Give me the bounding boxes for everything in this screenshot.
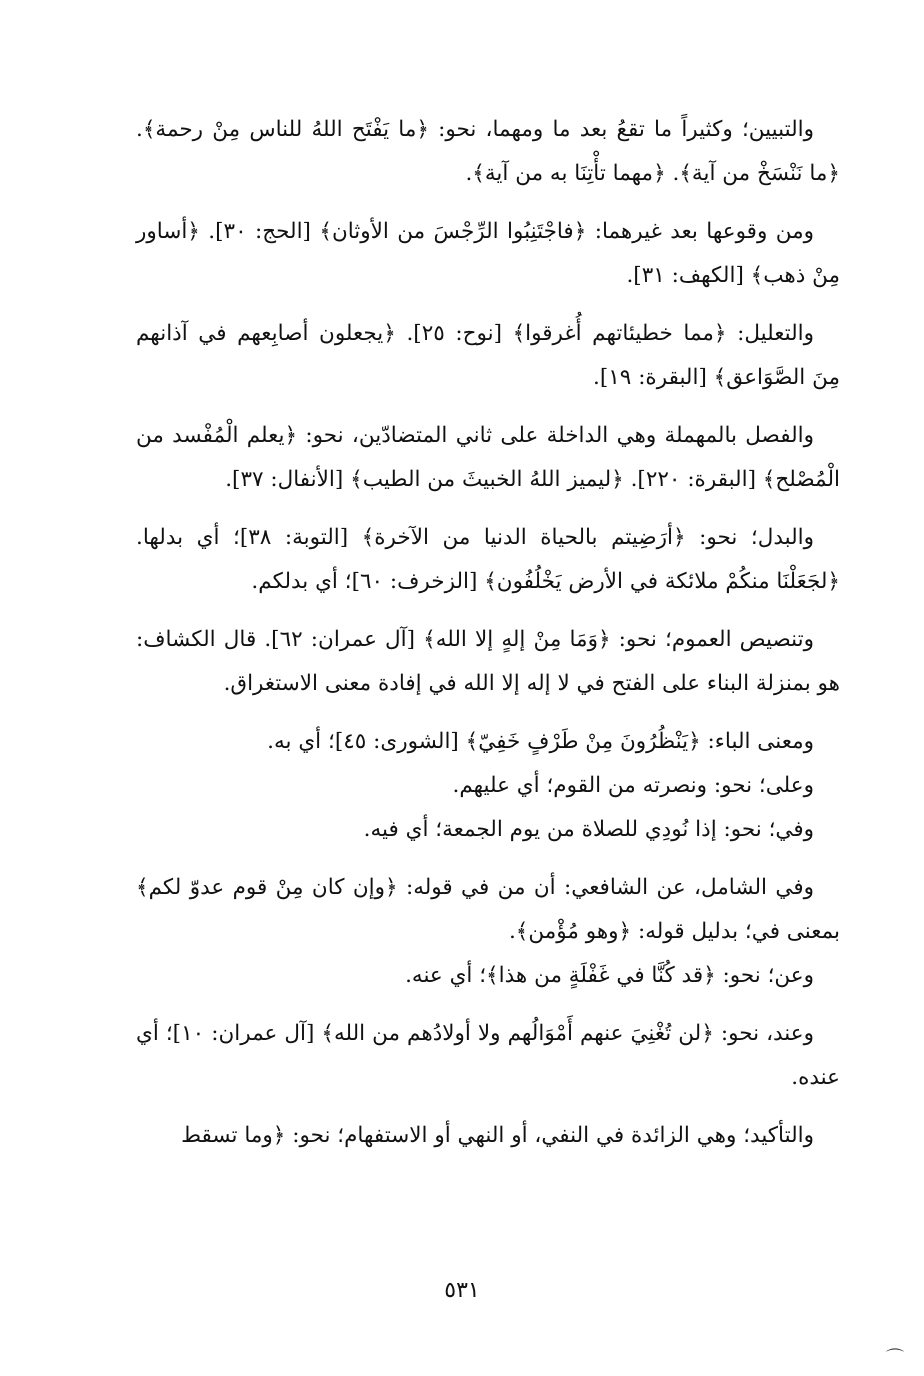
paragraph-inda: وعند، نحو: ﴿لن تُغْنِيَ عنهم أَمْوَالُهم ولا أولادُهم من الله﴾ [آل عمران: ١٠]؛ أي عنده. xyxy=(136,1021,840,1090)
paragraph-tawkid: والتأكيد؛ وهي الزائدة في النفي، أو النهي أو الاستفهام؛ نحو: ﴿وما تسقط xyxy=(181,1123,814,1148)
paragraph-tabyin: والتبيين؛ وكثيراً ما تقعُ بعد ما ومهما، نحو: ﴿ما يَفْتَح اللهُ للناس مِنْ رحمة﴾. ﴿ما نَنْسَخْ من آية﴾. ﴿مهما تأْتِنَا به من آية﴾. xyxy=(136,117,840,186)
page-number: ٥٣١ xyxy=(444,1278,480,1303)
line-meaning-ba: ومعنى الباء: ﴿يَنْظُرُونَ مِنْ طَرْفٍ خَفِيّ﴾ [الشورى: ٤٥]؛ أي به. xyxy=(267,729,814,754)
line-meaning-fi: وفي؛ نحو: إذا نُودِي للصلاة من يوم الجمعة؛ أي فيه. xyxy=(363,817,814,842)
paragraph-tansis-al-umum: وتنصيص العموم؛ نحو: ﴿وَمَا مِنْ إلهٍ إلا الله﴾ [آل عمران: ٦٢]. قال الكشاف: هو بمنزلة البناء على الفتح في لا إله إلا الله في إفادة معنى الاستغراق. xyxy=(136,627,840,696)
line-meaning-an: وعن؛ نحو: ﴿قد كُنَّا في غَفْلَةٍ من هذا﴾؛ أي عنه. xyxy=(405,963,814,988)
page-body-text xyxy=(136,108,840,1172)
line-meaning-ala: وعلى؛ نحو: ونصرته من القوم؛ أي عليهم. xyxy=(452,773,814,798)
paragraph-after-other: ومن وقوعها بعد غيرهما: ﴿فاجْتَنِبُوا الرِّجْسَ من الأوثان﴾ [الحج: ٣٠]. ﴿أساور مِنْ ذهب﴾ [الكهف: ٣١]. xyxy=(136,219,840,288)
paragraph-badal: والبدل؛ نحو: ﴿أرَضِيتم بالحياة الدنيا من الآخرة﴾ [التوبة: ٣٨]؛ أي بدلها. ﴿لجَعَلْنَا منكُمْ ملائكة في الأرض يَخْلُفُون﴾ [الزخرف: ٦٠]؛ أي بدلكم. xyxy=(136,525,840,594)
corner-scan-mark: ⌒ xyxy=(886,1348,904,1369)
paragraph-shamil: وفي الشامل، عن الشافعي: أن من في قوله: ﴿وإن كان مِنْ قوم عدوّ لكم﴾ بمعنى في؛ بدليل قوله: ﴿وهو مُؤْمن﴾. xyxy=(136,875,840,944)
paragraph-fasl: والفصل بالمهملة وهي الداخلة على ثاني المتضادّين، نحو: ﴿يعلم الْمُفْسد من الْمُصْلح﴾ [البقرة: ٢٢٠]. ﴿ليميز اللهُ الخبيثَ من الطيب﴾ [الأنفال: ٣٧]. xyxy=(136,423,840,492)
paragraph-taalil: والتعليل: ﴿مما خطيئاتهم أُغرقوا﴾ [نوح: ٢٥]. ﴿يجعلون أصابِعهم في آذانهم مِنَ الصَّوَاعق﴾ [البقرة: ١٩]. xyxy=(136,321,840,390)
